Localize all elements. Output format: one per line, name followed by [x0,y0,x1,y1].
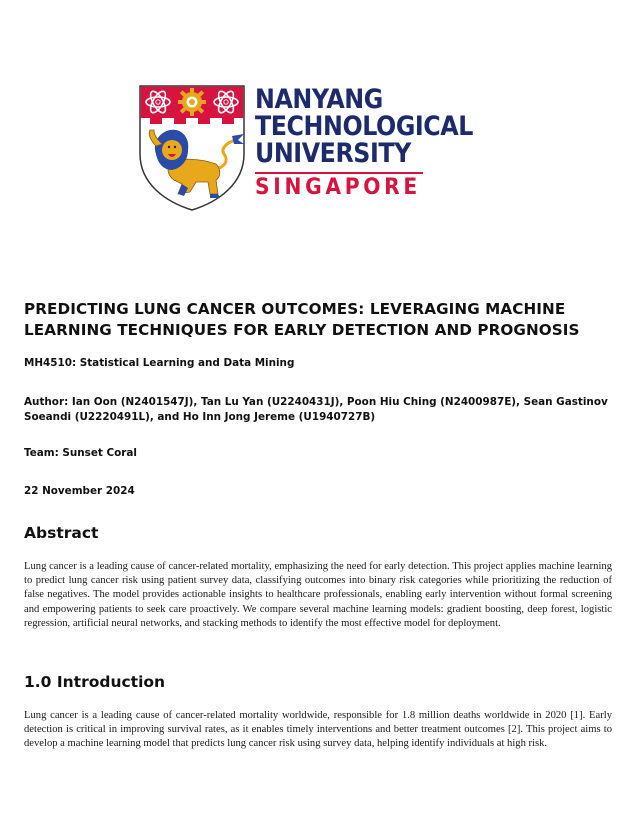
abstract-heading: Abstract [24,524,99,542]
ntu-wordmark [255,86,505,202]
wordmark-line-2: TECHNOLOGICAL [255,111,473,142]
wordmark-line-1: NANYANG [255,84,383,115]
author-list: Author: Ian Oon (N2401547J), Tan Lu Yan (U2240431J), Poon Hiu Ching (N2400987E), Sean Gastinov Soeandi (U2220491L), and Ho Inn Jong Jereme (U1940727B) [24,396,608,423]
abstract-body: Lung cancer is a leading cause of cancer-related mortality, emphasizing the need for early detection. This project applies machine learning to predict lung cancer risk using patient survey data, classifying outcomes into binary risk categories while prioritizing the reduction of false negatives. The model provides actionable insights to healthcare professionals, enabling early intervention without formal screening and empowering patients to seek care proactively. We compare several machine learning models: gradient boosting, deep forest, logistic regression, artificial neural networks, and stacking methods to identify the most effective model for deployment. [24,561,612,629]
publication-date: 22 November 2024 [24,485,135,497]
introduction-body: Lung cancer is a leading cause of cancer-related mortality worldwide, responsible for 1.8 million deaths worldwide in 2020 [1]. Early detection is critical in improving survival rates, as it enables timely interventions and better treatment outcomes [2]. This project aims to develop a machine learning model that predicts lung cancer risk using survey data, helping identify individuals at high risk. [24,710,612,750]
course-code: MH4510: Statistical Learning and Data Mining [24,357,295,369]
introduction-heading: 1.0 Introduction [24,673,166,691]
wordmark-line-3: UNIVERSITY [255,138,411,169]
paper-title: PREDICTING LUNG CANCER OUTCOMES: LEVERAGING MACHINE LEARNING TECHNIQUES FOR EARLY DETECTION AND PROGNOSIS [24,300,580,339]
ntu-crest-icon [138,84,246,212]
wordmark-location: SINGAPORE [255,175,421,200]
team-name: Team: Sunset Coral [24,447,137,459]
ntu-logo [138,84,508,214]
